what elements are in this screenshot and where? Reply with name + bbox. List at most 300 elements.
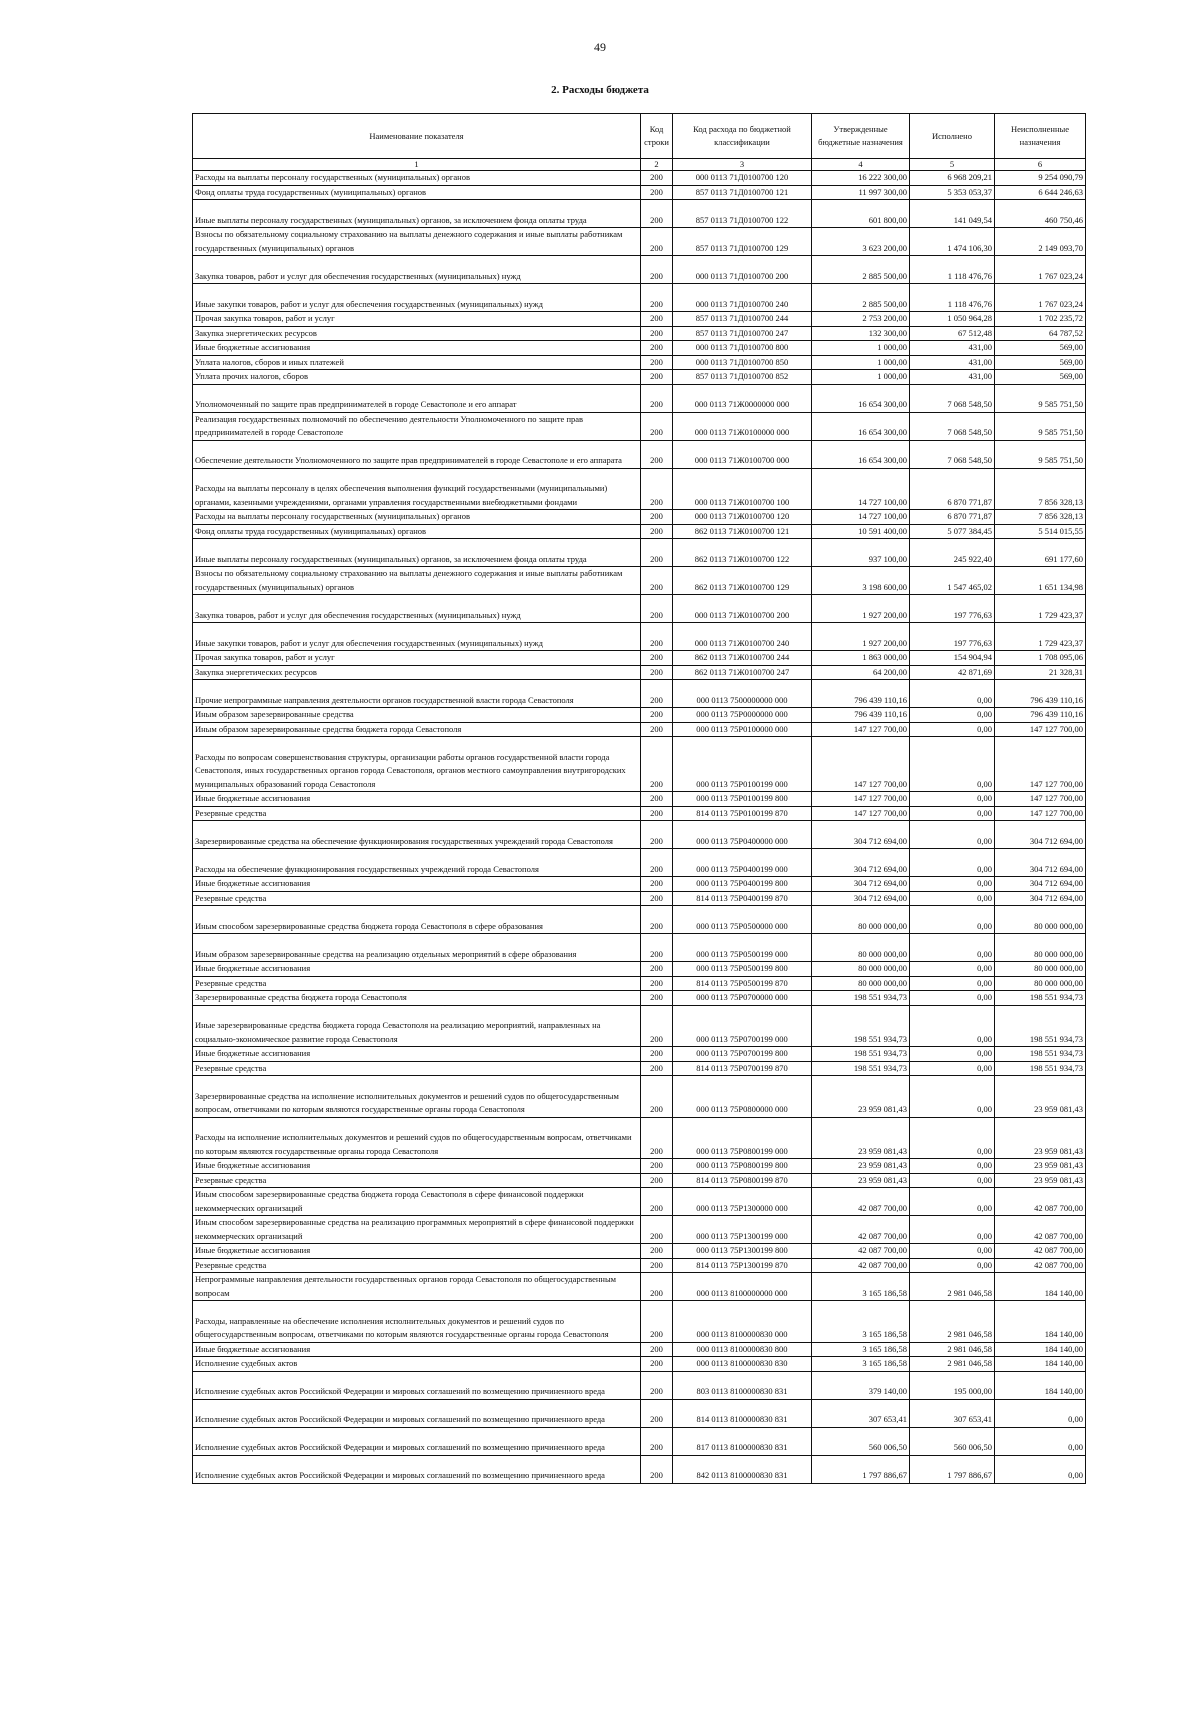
executed-amount-cell: 431,00 (910, 355, 995, 370)
line-code-cell: 200 (641, 412, 673, 440)
unexecuted-amount-cell: 9 585 751,50 (995, 412, 1086, 440)
approved-amount-cell: 3 623 200,00 (812, 228, 910, 256)
unexecuted-amount-cell: 304 712 694,00 (995, 821, 1086, 849)
executed-amount-cell: 6 870 771,87 (910, 468, 995, 510)
unexecuted-amount-cell: 198 551 934,73 (995, 1061, 1086, 1076)
approved-amount-cell: 1 000,00 (812, 370, 910, 385)
indicator-name-cell: Уполномоченный по защите прав предпринимателей в городе Севастополе и его аппарат (193, 384, 641, 412)
classification-code-cell: 000 0113 75P0500000 000 (673, 906, 812, 934)
line-code-cell: 200 (641, 680, 673, 708)
executed-amount-cell: 7 068 548,50 (910, 440, 995, 468)
unexecuted-amount-cell: 691 177,60 (995, 539, 1086, 567)
classification-code-cell: 814 0113 75P0100199 870 (673, 806, 812, 821)
table-row (193, 185, 1086, 200)
classification-code-cell: 857 0113 71Д0100700 244 (673, 312, 812, 327)
approved-amount-cell: 147 127 700,00 (812, 792, 910, 807)
indicator-name-cell: Фонд оплаты труда государственных (муниципальных) органов (193, 524, 641, 539)
classification-code-cell: 000 0113 71Ж0100700 200 (673, 595, 812, 623)
line-code-cell: 200 (641, 539, 673, 567)
executed-amount-cell: 0,00 (910, 934, 995, 962)
line-code-cell: 200 (641, 891, 673, 906)
indicator-name-cell: Иные закупки товаров, работ и услуг для обеспечения государственных (муниципальных) нужд (193, 284, 641, 312)
line-code-cell: 200 (641, 665, 673, 680)
line-code-cell: 200 (641, 1117, 673, 1159)
indicator-name-cell: Иным образом зарезервированные средства (193, 708, 641, 723)
executed-amount-cell: 0,00 (910, 821, 995, 849)
executed-amount-cell: 0,00 (910, 962, 995, 977)
unexecuted-amount-cell: 569,00 (995, 370, 1086, 385)
executed-amount-cell: 0,00 (910, 1076, 995, 1118)
column-number: 6 (995, 159, 1086, 171)
classification-code-cell: 000 0113 75P0500199 800 (673, 962, 812, 977)
unexecuted-amount-cell: 1 651 134,98 (995, 567, 1086, 595)
line-code-cell: 200 (641, 821, 673, 849)
classification-code-cell: 000 0113 75P0700199 000 (673, 1005, 812, 1047)
section-title: 2. Расходы бюджета (551, 84, 649, 96)
table-row (193, 1244, 1086, 1259)
classification-code-cell: 000 0113 71Д0100700 200 (673, 256, 812, 284)
classification-code-cell: 862 0113 71Ж0100700 247 (673, 665, 812, 680)
line-code-cell: 200 (641, 595, 673, 623)
classification-code-cell: 814 0113 75P0700199 870 (673, 1061, 812, 1076)
executed-amount-cell: 0,00 (910, 1173, 995, 1188)
executed-amount-cell: 0,00 (910, 1188, 995, 1216)
table-row (193, 510, 1086, 525)
line-code-cell: 200 (641, 1159, 673, 1174)
executed-amount-cell: 42 871,69 (910, 665, 995, 680)
executed-amount-cell: 0,00 (910, 1244, 995, 1259)
table-row (193, 326, 1086, 341)
unexecuted-amount-cell: 9 254 090,79 (995, 171, 1086, 186)
executed-amount-cell: 0,00 (910, 877, 995, 892)
unexecuted-amount-cell: 1 767 023,24 (995, 284, 1086, 312)
indicator-name-cell: Иным способом зарезервированные средства бюджета города Севастополя в сфере образования (193, 906, 641, 934)
executed-amount-cell: 0,00 (910, 806, 995, 821)
table-row (193, 1371, 1086, 1399)
line-code-cell: 200 (641, 906, 673, 934)
executed-amount-cell: 0,00 (910, 1258, 995, 1273)
indicator-name-cell: Иные зарезервированные средства бюджета города Севастополя на реализацию мероприятий, направленных на социально-экономическое развитие города Севастополя (193, 1005, 641, 1047)
line-code-cell: 200 (641, 934, 673, 962)
indicator-name-cell: Расходы на выплаты персоналу государственных (муниципальных) органов (193, 171, 641, 186)
line-code-cell: 200 (641, 171, 673, 186)
approved-amount-cell: 796 439 110,16 (812, 680, 910, 708)
header-indicator-name: Наименование показателя (193, 114, 641, 159)
executed-amount-cell: 1 797 886,67 (910, 1455, 995, 1483)
classification-code-cell: 000 0113 71Д0100700 800 (673, 341, 812, 356)
table-row (193, 440, 1086, 468)
classification-code-cell: 000 0113 71Ж0000000 000 (673, 384, 812, 412)
table-row (193, 567, 1086, 595)
table-row (193, 1455, 1086, 1483)
classification-code-cell: 803 0113 8100000830 831 (673, 1371, 812, 1399)
line-code-cell: 200 (641, 849, 673, 877)
approved-amount-cell: 42 087 700,00 (812, 1216, 910, 1244)
indicator-name-cell: Зарезервированные средства бюджета города Севастополя (193, 991, 641, 1006)
approved-amount-cell: 1 927 200,00 (812, 595, 910, 623)
line-code-cell: 200 (641, 1005, 673, 1047)
line-code-cell: 200 (641, 312, 673, 327)
indicator-name-cell: Закупка энергетических ресурсов (193, 326, 641, 341)
executed-amount-cell: 2 981 046,58 (910, 1273, 995, 1301)
classification-code-cell: 000 0113 75P0500199 000 (673, 934, 812, 962)
indicator-name-cell: Прочая закупка товаров, работ и услуг (193, 651, 641, 666)
indicator-name-cell: Уплата налогов, сборов и иных платежей (193, 355, 641, 370)
column-number: 1 (193, 159, 641, 171)
line-code-cell: 200 (641, 524, 673, 539)
line-code-cell: 200 (641, 185, 673, 200)
line-code-cell: 200 (641, 1061, 673, 1076)
indicator-name-cell: Иные бюджетные ассигнования (193, 1159, 641, 1174)
indicator-name-cell: Расходы на выплаты персоналу государственных (муниципальных) органов (193, 510, 641, 525)
classification-code-cell: 000 0113 75P0800000 000 (673, 1076, 812, 1118)
approved-amount-cell: 3 198 600,00 (812, 567, 910, 595)
classification-code-cell: 000 0113 8100000000 000 (673, 1273, 812, 1301)
unexecuted-amount-cell: 64 787,52 (995, 326, 1086, 341)
executed-amount-cell: 0,00 (910, 891, 995, 906)
classification-code-cell: 000 0113 75P0400000 000 (673, 821, 812, 849)
classification-code-cell: 000 0113 75P0700199 800 (673, 1047, 812, 1062)
classification-code-cell: 000 0113 71Д0100700 120 (673, 171, 812, 186)
executed-amount-cell: 154 904,94 (910, 651, 995, 666)
executed-amount-cell: 0,00 (910, 1047, 995, 1062)
indicator-name-cell: Резервные средства (193, 1061, 641, 1076)
indicator-name-cell: Иные бюджетные ассигнования (193, 1047, 641, 1062)
classification-code-cell: 000 0113 75P0800199 800 (673, 1159, 812, 1174)
table-row (193, 722, 1086, 737)
line-code-cell: 200 (641, 806, 673, 821)
classification-code-cell: 000 0113 75P1300199 000 (673, 1216, 812, 1244)
approved-amount-cell: 3 165 186,58 (812, 1342, 910, 1357)
indicator-name-cell: Зарезервированные средства на обеспечение функционирования государственных учреждений города Севастополя (193, 821, 641, 849)
unexecuted-amount-cell: 1 729 423,37 (995, 623, 1086, 651)
indicator-name-cell: Иные бюджетные ассигнования (193, 341, 641, 356)
line-code-cell: 200 (641, 567, 673, 595)
executed-amount-cell: 5 353 053,37 (910, 185, 995, 200)
unexecuted-amount-cell: 304 712 694,00 (995, 891, 1086, 906)
unexecuted-amount-cell: 80 000 000,00 (995, 934, 1086, 962)
approved-amount-cell: 16 654 300,00 (812, 384, 910, 412)
table-row (193, 680, 1086, 708)
unexecuted-amount-cell: 460 750,46 (995, 200, 1086, 228)
table-row (193, 891, 1086, 906)
classification-code-cell: 857 0113 71Д0100700 852 (673, 370, 812, 385)
approved-amount-cell: 307 653,41 (812, 1399, 910, 1427)
classification-code-cell: 842 0113 8100000830 831 (673, 1455, 812, 1483)
indicator-name-cell: Иным образом зарезервированные средства бюджета города Севастополя (193, 722, 641, 737)
indicator-name-cell: Резервные средства (193, 891, 641, 906)
table-row (193, 623, 1086, 651)
line-code-cell: 200 (641, 370, 673, 385)
unexecuted-amount-cell: 9 585 751,50 (995, 384, 1086, 412)
executed-amount-cell: 0,00 (910, 849, 995, 877)
approved-amount-cell: 937 100,00 (812, 539, 910, 567)
approved-amount-cell: 23 959 081,43 (812, 1173, 910, 1188)
classification-code-cell: 814 0113 75P0400199 870 (673, 891, 812, 906)
table-row (193, 228, 1086, 256)
line-code-cell: 200 (641, 877, 673, 892)
executed-amount-cell: 0,00 (910, 991, 995, 1006)
approved-amount-cell: 560 006,50 (812, 1427, 910, 1455)
line-code-cell: 200 (641, 651, 673, 666)
table-row (193, 806, 1086, 821)
table-row (193, 1258, 1086, 1273)
approved-amount-cell: 1 927 200,00 (812, 623, 910, 651)
unexecuted-amount-cell: 80 000 000,00 (995, 962, 1086, 977)
unexecuted-amount-cell: 147 127 700,00 (995, 722, 1086, 737)
indicator-name-cell: Расходы на обеспечение функционирования государственных учреждений города Севастополя (193, 849, 641, 877)
classification-code-cell: 000 0113 75P0800199 000 (673, 1117, 812, 1159)
indicator-name-cell: Взносы по обязательному социальному страхованию на выплаты денежного содержания и иные выплаты работникам государственных (муниципальных) органов (193, 567, 641, 595)
classification-code-cell: 862 0113 71Ж0100700 244 (673, 651, 812, 666)
table-row (193, 906, 1086, 934)
executed-amount-cell: 1 118 476,76 (910, 256, 995, 284)
unexecuted-amount-cell: 184 140,00 (995, 1273, 1086, 1301)
indicator-name-cell: Исполнение судебных актов Российской Федерации и мировых соглашений по возмещению причиненного вреда (193, 1371, 641, 1399)
executed-amount-cell: 0,00 (910, 1159, 995, 1174)
unexecuted-amount-cell: 0,00 (995, 1427, 1086, 1455)
table-row (193, 1076, 1086, 1118)
approved-amount-cell: 42 087 700,00 (812, 1188, 910, 1216)
classification-code-cell: 857 0113 71Д0100700 121 (673, 185, 812, 200)
executed-amount-cell: 1 050 964,28 (910, 312, 995, 327)
unexecuted-amount-cell: 7 856 328,13 (995, 468, 1086, 510)
table-row (193, 1399, 1086, 1427)
table-row (193, 200, 1086, 228)
table-row (193, 539, 1086, 567)
approved-amount-cell: 147 127 700,00 (812, 806, 910, 821)
indicator-name-cell: Исполнение судебных актов Российской Федерации и мировых соглашений по возмещению причиненного вреда (193, 1455, 641, 1483)
classification-code-cell: 000 0113 75P0400199 000 (673, 849, 812, 877)
table-row (193, 256, 1086, 284)
classification-code-cell: 857 0113 71Д0100700 122 (673, 200, 812, 228)
approved-amount-cell: 3 165 186,58 (812, 1301, 910, 1343)
classification-code-cell: 814 0113 75P1300199 870 (673, 1258, 812, 1273)
indicator-name-cell: Уплата прочих налогов, сборов (193, 370, 641, 385)
table-row (193, 284, 1086, 312)
indicator-name-cell: Реализация государственных полномочий по обеспечению деятельности Уполномоченного по защите прав предпринимателей в городе Севастополе (193, 412, 641, 440)
classification-code-cell: 000 0113 71Ж0100700 100 (673, 468, 812, 510)
approved-amount-cell: 1 797 886,67 (812, 1455, 910, 1483)
classification-code-cell: 000 0113 71Д0100700 240 (673, 284, 812, 312)
approved-amount-cell: 2 885 500,00 (812, 256, 910, 284)
classification-code-cell: 814 0113 75P0800199 870 (673, 1173, 812, 1188)
indicator-name-cell: Исполнение судебных актов Российской Федерации и мировых соглашений по возмещению причиненного вреда (193, 1399, 641, 1427)
classification-code-cell: 000 0113 75P0700000 000 (673, 991, 812, 1006)
line-code-cell: 200 (641, 1301, 673, 1343)
executed-amount-cell: 6 870 771,87 (910, 510, 995, 525)
classification-code-cell: 814 0113 75P0500199 870 (673, 976, 812, 991)
approved-amount-cell: 23 959 081,43 (812, 1159, 910, 1174)
table-row (193, 1005, 1086, 1047)
column-number: 2 (641, 159, 673, 171)
approved-amount-cell: 16 654 300,00 (812, 440, 910, 468)
approved-amount-cell: 601 800,00 (812, 200, 910, 228)
approved-amount-cell: 1 000,00 (812, 341, 910, 356)
classification-code-cell: 000 0113 75P0100199 800 (673, 792, 812, 807)
approved-amount-cell: 64 200,00 (812, 665, 910, 680)
approved-amount-cell: 80 000 000,00 (812, 906, 910, 934)
indicator-name-cell: Иные бюджетные ассигнования (193, 1244, 641, 1259)
approved-amount-cell: 2 753 200,00 (812, 312, 910, 327)
line-code-cell: 200 (641, 1216, 673, 1244)
indicator-name-cell: Зарезервированные средства на исполнение исполнительных документов и решений судов по общегосударственным вопросам, ответчиками по которым являются государственные органы города Севастополя (193, 1076, 641, 1118)
table-row (193, 370, 1086, 385)
executed-amount-cell: 7 068 548,50 (910, 412, 995, 440)
line-code-cell: 200 (641, 708, 673, 723)
classification-code-cell: 857 0113 71Д0100700 247 (673, 326, 812, 341)
unexecuted-amount-cell: 1 767 023,24 (995, 256, 1086, 284)
indicator-name-cell: Закупка товаров, работ и услуг для обеспечения государственных (муниципальных) нужд (193, 595, 641, 623)
executed-amount-cell: 0,00 (910, 1117, 995, 1159)
unexecuted-amount-cell: 23 959 081,43 (995, 1173, 1086, 1188)
table-column-numbers-row (193, 159, 1086, 171)
line-code-cell: 200 (641, 737, 673, 792)
unexecuted-amount-cell: 184 140,00 (995, 1342, 1086, 1357)
approved-amount-cell: 147 127 700,00 (812, 737, 910, 792)
unexecuted-amount-cell: 42 087 700,00 (995, 1258, 1086, 1273)
approved-amount-cell: 42 087 700,00 (812, 1258, 910, 1273)
approved-amount-cell: 23 959 081,43 (812, 1117, 910, 1159)
unexecuted-amount-cell: 198 551 934,73 (995, 1047, 1086, 1062)
approved-amount-cell: 304 712 694,00 (812, 877, 910, 892)
unexecuted-amount-cell: 42 087 700,00 (995, 1244, 1086, 1259)
table-row (193, 1273, 1086, 1301)
executed-amount-cell: 2 981 046,58 (910, 1357, 995, 1372)
table-row (193, 1188, 1086, 1216)
line-code-cell: 200 (641, 1188, 673, 1216)
classification-code-cell: 862 0113 71Ж0100700 129 (673, 567, 812, 595)
indicator-name-cell: Резервные средства (193, 1173, 641, 1188)
line-code-cell: 200 (641, 1342, 673, 1357)
executed-amount-cell: 1 547 465,02 (910, 567, 995, 595)
unexecuted-amount-cell: 304 712 694,00 (995, 849, 1086, 877)
table-row (193, 524, 1086, 539)
approved-amount-cell: 80 000 000,00 (812, 962, 910, 977)
indicator-name-cell: Иным образом зарезервированные средства на реализацию отдельных мероприятий в сфере образования (193, 934, 641, 962)
approved-amount-cell: 2 885 500,00 (812, 284, 910, 312)
classification-code-cell: 000 0113 75P1300199 800 (673, 1244, 812, 1259)
line-code-cell: 200 (641, 1455, 673, 1483)
line-code-cell: 200 (641, 200, 673, 228)
approved-amount-cell: 80 000 000,00 (812, 976, 910, 991)
line-code-cell: 200 (641, 256, 673, 284)
indicator-name-cell: Исполнение судебных актов Российской Федерации и мировых соглашений по возмещению причиненного вреда (193, 1427, 641, 1455)
table-header-row (193, 114, 1086, 159)
table-row (193, 737, 1086, 792)
table-row (193, 171, 1086, 186)
column-number: 3 (673, 159, 812, 171)
executed-amount-cell: 5 077 384,45 (910, 524, 995, 539)
page-number: 49 (594, 40, 606, 54)
classification-code-cell: 000 0113 8100000830 830 (673, 1357, 812, 1372)
line-code-cell: 200 (641, 1047, 673, 1062)
line-code-cell: 200 (641, 440, 673, 468)
classification-code-cell: 862 0113 71Ж0100700 121 (673, 524, 812, 539)
classification-code-cell: 000 0113 71Ж0100700 240 (673, 623, 812, 651)
line-code-cell: 200 (641, 384, 673, 412)
line-code-cell: 200 (641, 991, 673, 1006)
table-row (193, 1047, 1086, 1062)
indicator-name-cell: Иные выплаты персоналу государственных (муниципальных) органов, за исключением фонда оплаты труда (193, 200, 641, 228)
line-code-cell: 200 (641, 341, 673, 356)
unexecuted-amount-cell: 198 551 934,73 (995, 1005, 1086, 1047)
line-code-cell: 200 (641, 510, 673, 525)
line-code-cell: 200 (641, 976, 673, 991)
classification-code-cell: 000 0113 8100000830 000 (673, 1301, 812, 1343)
classification-code-cell: 000 0113 71Д0100700 850 (673, 355, 812, 370)
unexecuted-amount-cell: 42 087 700,00 (995, 1216, 1086, 1244)
indicator-name-cell: Иные бюджетные ассигнования (193, 792, 641, 807)
indicator-name-cell: Расходы, направленные на обеспечение исполнения исполнительных документов и решений судов по общегосударственным вопросам, ответчиками по которым являются государственные органы города Севастополя (193, 1301, 641, 1343)
table-row (193, 1342, 1086, 1357)
table-row (193, 1159, 1086, 1174)
unexecuted-amount-cell: 184 140,00 (995, 1301, 1086, 1343)
header-unexecuted: Неисполненные назначения (995, 114, 1086, 159)
table-row (193, 991, 1086, 1006)
table-row (193, 355, 1086, 370)
executed-amount-cell: 0,00 (910, 708, 995, 723)
classification-code-cell: 000 0113 8100000830 800 (673, 1342, 812, 1357)
approved-amount-cell: 23 959 081,43 (812, 1076, 910, 1118)
approved-amount-cell: 796 439 110,16 (812, 708, 910, 723)
approved-amount-cell: 11 997 300,00 (812, 185, 910, 200)
line-code-cell: 200 (641, 326, 673, 341)
executed-amount-cell: 431,00 (910, 370, 995, 385)
table-row (193, 877, 1086, 892)
approved-amount-cell: 304 712 694,00 (812, 821, 910, 849)
classification-code-cell: 000 0113 75P0400199 800 (673, 877, 812, 892)
table-row (193, 1173, 1086, 1188)
table-row (193, 849, 1086, 877)
indicator-name-cell: Иные выплаты персоналу государственных (муниципальных) органов, за исключением фонда оплаты труда (193, 539, 641, 567)
indicator-name-cell: Иные бюджетные ассигнования (193, 1342, 641, 1357)
unexecuted-amount-cell: 147 127 700,00 (995, 806, 1086, 821)
unexecuted-amount-cell: 304 712 694,00 (995, 877, 1086, 892)
header-executed: Исполнено (910, 114, 995, 159)
line-code-cell: 200 (641, 722, 673, 737)
line-code-cell: 200 (641, 1273, 673, 1301)
indicator-name-cell: Исполнение судебных актов (193, 1357, 641, 1372)
line-code-cell: 200 (641, 228, 673, 256)
indicator-name-cell: Расходы на исполнение исполнительных документов и решений судов по общегосударственным вопросам, ответчиками по которым являются государственные органы города Севастополя (193, 1117, 641, 1159)
unexecuted-amount-cell: 23 959 081,43 (995, 1159, 1086, 1174)
indicator-name-cell: Закупка энергетических ресурсов (193, 665, 641, 680)
budget-expenses-table (192, 113, 1086, 1484)
executed-amount-cell: 431,00 (910, 341, 995, 356)
table-row (193, 384, 1086, 412)
indicator-name-cell: Иным способом зарезервированные средства бюджета города Севастополя в сфере финансовой поддержки некоммерческих организаций (193, 1188, 641, 1216)
classification-code-cell: 000 0113 75P0100199 000 (673, 737, 812, 792)
approved-amount-cell: 198 551 934,73 (812, 1005, 910, 1047)
table-row (193, 341, 1086, 356)
executed-amount-cell: 0,00 (910, 976, 995, 991)
approved-amount-cell: 304 712 694,00 (812, 849, 910, 877)
approved-amount-cell: 198 551 934,73 (812, 1047, 910, 1062)
executed-amount-cell: 0,00 (910, 722, 995, 737)
executed-amount-cell: 2 981 046,58 (910, 1301, 995, 1343)
header-approved: Утвержденные бюджетные назначения (812, 114, 910, 159)
unexecuted-amount-cell: 796 439 110,16 (995, 680, 1086, 708)
indicator-name-cell: Расходы по вопросам совершенствования структуры, организации работы органов государственной власти города Севастополя, иных государственных органов города Севастополя, органов местного самоуправления внутригородских муниципальных образований города Севастополя (193, 737, 641, 792)
line-code-cell: 200 (641, 623, 673, 651)
unexecuted-amount-cell: 147 127 700,00 (995, 792, 1086, 807)
approved-amount-cell: 198 551 934,73 (812, 991, 910, 1006)
approved-amount-cell: 42 087 700,00 (812, 1244, 910, 1259)
indicator-name-cell: Расходы на выплаты персоналу в целях обеспечения выполнения функций государственными (муниципальными) органами, казенными учреждениями, органами управления государственными внебюджетными фондами (193, 468, 641, 510)
table-row (193, 934, 1086, 962)
unexecuted-amount-cell: 42 087 700,00 (995, 1188, 1086, 1216)
